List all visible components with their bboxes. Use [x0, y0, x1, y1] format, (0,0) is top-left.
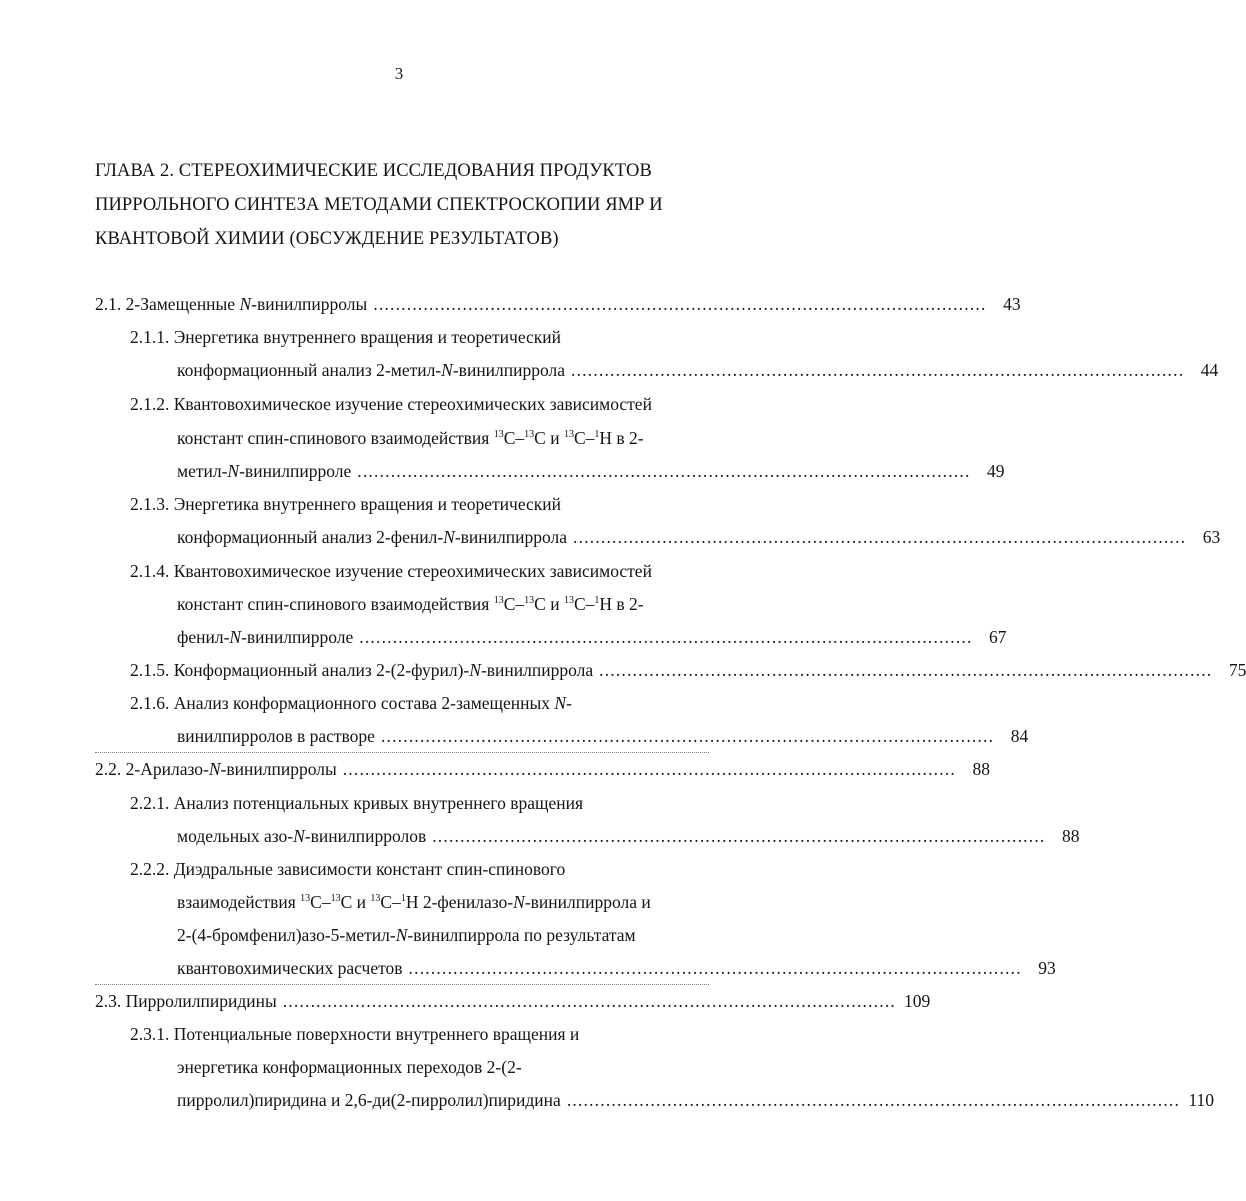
- chapter-title-line-1: ГЛАВА 2. СТЕРЕОХИМИЧЕСКИЕ ИССЛЕДОВАНИЯ ПРОДУКТОВ: [95, 161, 652, 181]
- chapter-title-line-3: КВАНТОВОЙ ХИМИИ (ОБСУЖДЕНИЕ РЕЗУЛЬТАТОВ): [95, 229, 559, 249]
- page-ref: 63: [1202, 527, 1221, 547]
- page-ref: 43: [1003, 294, 1021, 314]
- leader-dots: ..............................................................................................................: [573, 527, 1187, 547]
- leader-dots: ..............................................................................................................: [571, 360, 1185, 380]
- page-ref: 109: [903, 991, 931, 1011]
- toc-entry-2-2[interactable]: 2.2. 2-Арилазо-N-винилпирролы .............................................................................................................. 88: [95, 759, 990, 779]
- toc-entry-2-1-3-line-1[interactable]: 2.1.3. Энергетика внутреннего вращения и теоретический: [130, 494, 562, 514]
- toc-entry-2-3-1[interactable]: пирролил)пиридина и 2,6-ди(2-пирролил)пиридина .............................................................................................................. 110: [177, 1090, 1215, 1110]
- toc-entry-2-1-4-line-1[interactable]: 2.1.4. Квантовохимическое изучение стереохимических зависимостей: [130, 561, 652, 581]
- toc-entry-2-1-1-line-1[interactable]: 2.1.1. Энергетика внутреннего вращения и теоретический: [130, 327, 562, 347]
- toc-entry-2-1-2-line-1[interactable]: 2.1.2. Квантовохимическое изучение стереохимических зависимостей: [130, 394, 652, 414]
- leader-dots: ..............................................................................................................: [380, 726, 995, 746]
- toc-entry-2-1-5[interactable]: 2.1.5. Конформационный анализ 2-(2-фурил)-N-винилпиррола .............................................................................................................. 75: [130, 660, 1246, 680]
- toc-entry-2-1-1[interactable]: конформационный анализ 2-метил-N-винилпиррола .............................................................................................................. 44: [177, 360, 1219, 380]
- toc-entry-2-2-1[interactable]: модельных азо-N-винилпирролов .............................................................................................................. 88: [177, 826, 1080, 846]
- leader-dots: ..............................................................................................................: [566, 1090, 1181, 1110]
- page-ref: 75: [1228, 660, 1246, 680]
- leader-dots: ..............................................................................................................: [599, 660, 1213, 680]
- leader-dots: ..............................................................................................................: [373, 294, 987, 314]
- leader-dots: ..............................................................................................................: [282, 991, 896, 1011]
- divider: [95, 984, 709, 985]
- toc-entry-2-2-2-line-2[interactable]: взаимодействия $^{13}$C–$^{13}$C и $^{13}$C–$^1$H 2-фенилазо-N-винилпиррола и: [177, 892, 651, 912]
- toc-entry-2-1-2[interactable]: метил-N-винилпирроле .............................................................................................................. 49: [177, 461, 1005, 481]
- chapter-title: [95, 154, 735, 256]
- leader-dots: ..............................................................................................................: [408, 958, 1022, 978]
- page-ref: 44: [1200, 360, 1219, 380]
- page-number: 3: [394, 64, 404, 83]
- leader-dots: ..............................................................................................................: [342, 759, 956, 779]
- leader-dots: ..............................................................................................................: [359, 627, 973, 647]
- toc-entry-2-1[interactable]: 2.1. 2-Замещенные N-винилпирролы .............................................................................................................. 43: [95, 294, 1021, 314]
- page-ref: 88: [1061, 826, 1080, 846]
- chapter-title-line-2: ПИРРОЛЬНОГО СИНТЕЗА МЕТОДАМИ СПЕКТРОСКОПИИ ЯМР И: [95, 195, 663, 215]
- toc-entry-2-2-2-line-3[interactable]: 2-(4-бромфенил)азо-5-метил-N-винилпиррола по результатам: [177, 925, 636, 945]
- divider: [95, 752, 709, 753]
- leader-dots: ..............................................................................................................: [357, 461, 971, 481]
- leader-dots: ..............................................................................................................: [432, 826, 1046, 846]
- toc-entry-2-1-6-line-1[interactable]: 2.1.6. Анализ конформационного состава 2-замещенных N-: [130, 693, 572, 713]
- toc-entry-2-1-3[interactable]: конформационный анализ 2-фенил-N-винилпиррола .............................................................................................................. 63: [177, 527, 1221, 547]
- toc-entry-2-3-1-line-2[interactable]: энергетика конформационных переходов 2-(2-: [177, 1057, 522, 1077]
- page-ref: 88: [972, 759, 990, 779]
- page-ref: 67: [989, 627, 1007, 647]
- page-ref: 110: [1188, 1090, 1215, 1110]
- toc-entry-2-1-2-line-2[interactable]: констант спин-спинового взаимодействия $^{13}$C–$^{13}$C и $^{13}$C–$^1$H в 2-: [177, 428, 644, 448]
- page-ref: 49: [987, 461, 1005, 481]
- toc-entry-2-1-4[interactable]: фенил-N-винилпирроле .............................................................................................................. 67: [177, 627, 1007, 647]
- toc-entry-2-1-4-line-2[interactable]: констант спин-спинового взаимодействия $^{13}$C–$^{13}$C и $^{13}$C–$^1$H в 2-: [177, 594, 644, 614]
- toc-entry-2-3-1-line-1[interactable]: 2.3.1. Потенциальные поверхности внутреннего вращения и: [130, 1024, 580, 1044]
- toc-entry-2-3[interactable]: 2.3. Пирролилпиридины .............................................................................................................. 109: [95, 991, 931, 1011]
- toc-entry-2-1-6[interactable]: винилпирролов в растворе .............................................................................................................. 84: [177, 726, 1029, 746]
- toc-entry-2-2-2[interactable]: квантовохимических расчетов .............................................................................................................. 93: [177, 958, 1056, 978]
- page-ref: 93: [1038, 958, 1056, 978]
- page-ref: 84: [1010, 726, 1029, 746]
- toc-entry-2-2-1-line-1[interactable]: 2.2.1. Анализ потенциальных кривых внутреннего вращения: [130, 793, 584, 813]
- toc-entry-2-2-2-line-1[interactable]: 2.2.2. Диэдральные зависимости констант спин-спинового: [130, 859, 566, 879]
